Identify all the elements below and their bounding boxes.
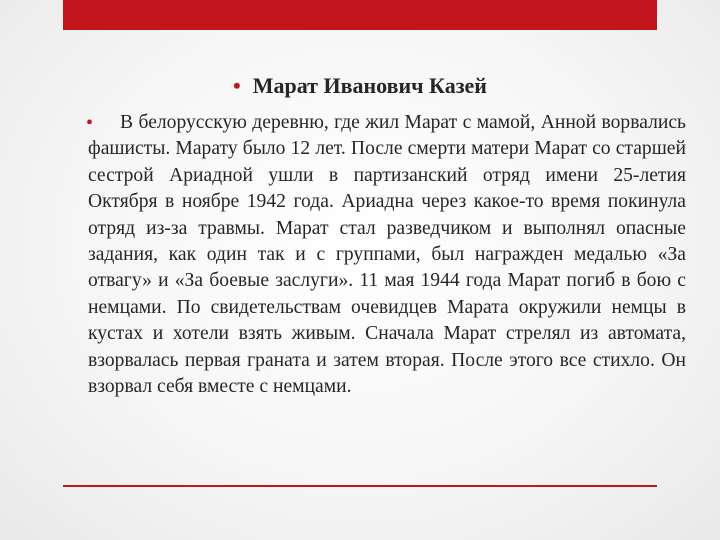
slide-title <box>0 72 720 100</box>
body-bullet: • <box>86 112 94 134</box>
bottom-accent-line <box>63 485 657 487</box>
body-text: В белорусскую деревню, где жил Марат с мамой, Анной ворвались фашисты. Марату было 12 лет. После смерти матери Марат со старшей сестрой Ариадной ушли в партизанский отряд имени 25-летия Октября в ноябре 1942 года. Ариадна через какое-то время покинула отряд из-за травмы. Марат стал разведчиком и выполнял опасные задания, как один так и с группами, был награжден медалью «За отвагу» и «За боевые заслуги». 11 мая 1944 года Марат погиб в бою с немцами. По свидетельствам очевидцев Марата окружили немцы в кустах и хотели взять живым. Сначала Марат стрелял из автомата, взорвалась первая граната и затем вторая. После этого все стихло. Он взорвал себя вместе с немцами. <box>88 112 686 398</box>
slide-body <box>88 110 686 400</box>
top-accent-bar <box>63 0 657 30</box>
title-text: Марат Иванович Казей <box>252 73 487 98</box>
title-bullet: • <box>233 73 241 98</box>
